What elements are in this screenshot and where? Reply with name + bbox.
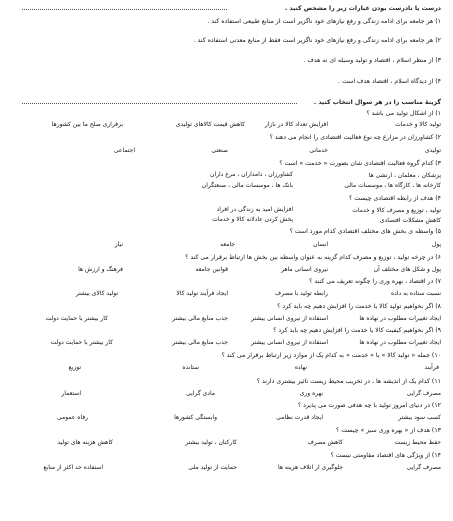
option: پول و شکل های مختلف آن [373,266,441,273]
question: ۱۱) کدام یک از اندیشه ها ، در تخریب محیط زیست تاثیر بیشتری دارند ؟ [256,378,441,385]
question: ۱۲) در دنیای امروز تولید با چه هدفی صورت می پذیرد ؟ [297,402,441,409]
option: ایجاد تغییرات مطلوب در نهاده ها [359,339,441,346]
option: اجتماعی [113,147,135,154]
option: قوانین جامعه [195,266,228,273]
question: ۱۴) از ویژگی های اقتصاد مقاومتی نیست ؟ [330,452,441,459]
option: کسب سود بیشتر [398,414,441,421]
option: مصرف گرایی [406,390,441,397]
question: ۳) کدام گروه فعالیت اقتصادی شان بصورت « خدمت » است ؟ [279,160,441,167]
option: پزشکان ، معلمان ، ارتشی ها [368,172,441,179]
option: فرهنگ و ارزش ها [78,266,123,273]
option: جامعه [220,241,235,248]
option: حمایت از تولید ملی [188,464,237,471]
option: نیروی انسانی ماهر [281,266,328,273]
question: ۴) هدف از رابطه اقتصادی چیست ؟ [349,195,441,202]
section-2-title: گزینهٔ مناسب را در هر سوال انتخاب کنید . [313,99,441,106]
option: کاهش هزینه های تولید [57,439,113,446]
option: حفظ محیط زیست [394,439,441,446]
question: ۸) اگر بخواهیم تولید کالا یا خدمت را افزایش دهیم چه باید کرد ؟ [277,303,441,310]
tf-item: ۴) از دیدگاه اسلام ، اقتصاد هدف است . [338,78,441,85]
question: ۲) کشاورزان در مزارع چه نوع فعالیت اقتصادی را انجام می دهند ؟ [269,134,441,141]
option: کارخانه ها ، کارگاه ها ، موسسات مالی [344,182,441,189]
option: استعمار [61,390,81,397]
option: انسان [313,241,328,248]
option: جذب منابع مالی بیشتر [172,339,228,346]
option: مصرف گرایی [406,464,441,471]
section-1-title: درست یا نادرست بودن عبارات زیر را مشخص کنید . [284,5,441,12]
option: بانک ها ، موسسات مالی ، صنعتگران [201,182,293,189]
question: ۷) در اقتصاد ، بهره وری را چگونه تعریف می کنند ؟ [309,278,441,285]
option: ستانده [182,364,199,371]
option: ایجاد تغییرات مطلوب در نهاده ها [359,315,441,322]
option: افزایش امید به زندگی در افراد [216,206,293,213]
question: ۵) واسطه ی بخش های مختلف اقتصادی کدام مورد است ؟ [289,228,441,235]
option: صنعتی [211,147,228,154]
option: تولید کالای بیشتر [75,290,118,297]
option: مادی گرایی [186,390,215,397]
option: فرآیند [424,364,439,371]
option: استفاده از نیروی انسانی بیشتر [251,315,328,322]
option: کاهش قیمت کالاهای تولیدی [175,121,245,128]
option: تولید ، توزیع و مصرف کالا و خدمات [352,207,441,214]
option: نیاز [114,241,123,248]
section-1-divider [22,9,227,10]
section-2-divider [22,103,297,104]
option: نهاده [294,364,307,371]
option: جلوگیری از اتلاف هزینه ها [278,464,343,471]
option: رفاه عمومی [56,414,88,421]
option: کارکنان ، تولید بیشتر [185,439,237,446]
option: کشاورزان ، دامداران ، مرغ داران [210,171,293,178]
tf-item: ۱) هر جامعه برای ادامه زندگی و رفع نیازهای خود ناگزیر است از منابع طبیعی استفاده کند . [207,18,441,25]
option: کار بیشتر با حمایت دولت [45,315,108,322]
option: خدماتی [309,147,328,154]
option: افزایش تعداد کالا در بازار [264,121,328,128]
question: ۱۰) جمله « تولید کالا » یا « خدمت » به کدام یک از موارد زیر ارتباط برقرار می کند ؟ [221,352,441,359]
tf-item: ۲) هر جامعه برای ادامه زندگی و رفع نیازهای خود ناگزیر است فقط از منابع معدنی استفاده کند . [193,37,441,44]
option: ایجاد قدرت نظامی [276,414,323,421]
option: استفاده از نیروی انسانی بیشتر [251,339,328,346]
option: کار بیشتر با حمایت دولت [50,339,113,346]
option: ایجاد فرآیند تولید کالا [176,290,228,297]
option: کاهش مصرف [307,439,343,446]
option: تولید کالا و خدمات [395,121,441,128]
question: ۹) اگر بخواهیم کیفیت کالا یا خدمت را افزایش دهیم چه باید کرد ؟ [273,327,441,334]
option: توزیع [68,364,81,371]
option: نسبت ستاده به داده [391,290,441,297]
tf-item: ۳) از منظر اسلام ، اقتصاد و تولید وسیله ای نه هدف . [303,57,441,64]
question: ۱) از اشکال تولید می باشد ؟ [366,110,441,117]
option: پخش کردن عادلانه کالا و خدمات [212,216,293,223]
option: تولیدی [424,147,441,154]
option: وابستگی کشورها [174,414,217,421]
option: کاهش مشکلات اقتصادی [379,217,441,224]
question: ۶) در چرخه تولید ، توزیع و مصرف کدام گزینه به عنوان واسطه بین بخش ها ارتباط برقرار می کند ؟ [185,254,441,261]
question: ۱۳) هدف از « بهره وری سبز » چیست ؟ [335,427,441,434]
option: جذب منابع مالی بیشتر [172,315,228,322]
option: پول [431,241,441,248]
option: رابطه تولید با مصرف [274,290,328,297]
option: برقراری صلح ما بین کشورها [51,121,123,128]
option: استفاده حد اکثر از منابع [43,464,103,471]
option: بهره وری [299,390,323,397]
